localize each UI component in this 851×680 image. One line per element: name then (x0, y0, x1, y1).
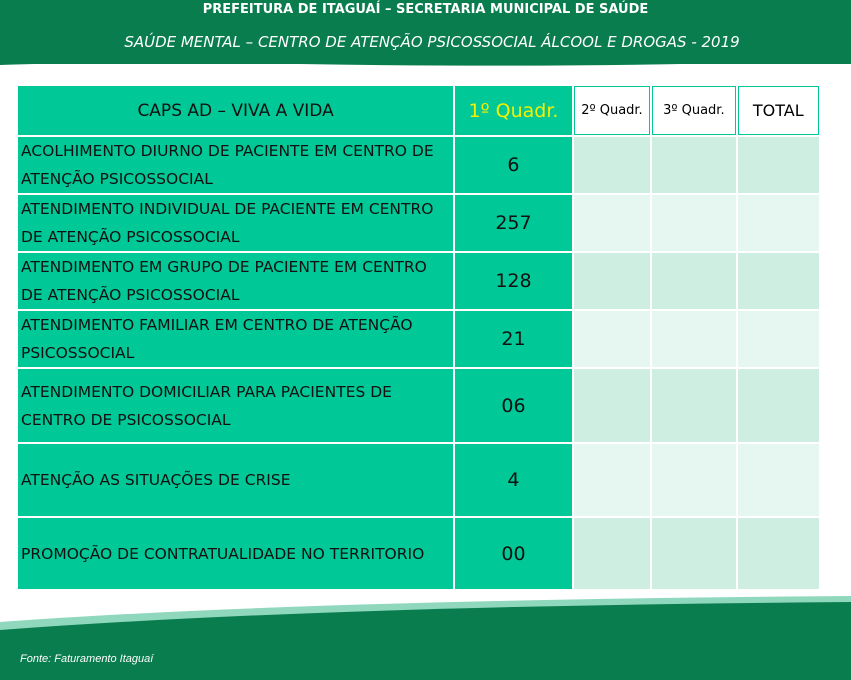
row-value-q1: 128 (455, 253, 572, 309)
table-row (18, 195, 819, 251)
row-value-total (738, 137, 819, 193)
row-value-total (738, 444, 819, 516)
row-value-q1: 6 (455, 137, 572, 193)
row-value-q2 (574, 195, 650, 251)
row-value-total (738, 195, 819, 251)
row-value-q1: 21 (455, 311, 572, 367)
row-value-q2 (574, 444, 650, 516)
page-title: PREFEITURA DE ITAGUAÍ – SECRETARIA MUNICIPAL DE SAÚDE (202, 2, 649, 17)
row-value-q1: 4 (455, 444, 572, 516)
column-header-total: TOTAL (738, 86, 819, 135)
row-value-q2 (574, 369, 650, 442)
row-label: ATENDIMENTO FAMILIAR EM CENTRO DE ATENÇÃO PSICOSSOCIAL (18, 311, 453, 367)
row-value-q3 (652, 253, 735, 309)
table-row (18, 253, 819, 309)
column-header-q1: 1º Quadr. (455, 86, 572, 135)
row-value-q3 (652, 444, 735, 516)
row-label: ACOLHIMENTO DIURNO DE PACIENTE EM CENTRO DE ATENÇÃO PSICOSSOCIAL (18, 137, 453, 193)
page-subtitle: SAÚDE MENTAL – CENTRO DE ATENÇÃO PSICOSSOCIAL ÁLCOOL E DROGAS - 2019 (124, 33, 740, 51)
row-value-q3 (652, 518, 735, 589)
row-label: ATENDIMENTO DOMICILIAR PARA PACIENTES DE CENTRO DE PSICOSSOCIAL (18, 369, 453, 442)
footer-wave (0, 592, 851, 680)
header-wave (0, 55, 851, 67)
row-value-q3 (652, 369, 735, 442)
row-value-total (738, 518, 819, 589)
row-value-q3 (652, 195, 735, 251)
row-label: ATENDIMENTO EM GRUPO DE PACIENTE EM CENTRO DE ATENÇÃO PSICOSSOCIAL (18, 253, 453, 309)
table-row (18, 137, 819, 193)
row-value-q2 (574, 518, 650, 589)
table-title: CAPS AD – VIVA A VIDA (18, 86, 453, 135)
row-value-total (738, 311, 819, 367)
table-row (18, 444, 819, 516)
row-label: ATENÇÃO AS SITUAÇÕES DE CRISE (18, 444, 453, 516)
row-value-q3 (652, 137, 735, 193)
row-value-q1: 00 (455, 518, 572, 589)
row-value-q1: 257 (455, 195, 572, 251)
row-label: ATENDIMENTO INDIVIDUAL DE PACIENTE EM CENTRO DE ATENÇÃO PSICOSSOCIAL (18, 195, 453, 251)
table-header-row (18, 86, 819, 135)
row-value-q1: 06 (455, 369, 572, 442)
row-value-q2 (574, 311, 650, 367)
table-row (18, 369, 819, 442)
row-value-total (738, 253, 819, 309)
row-value-q3 (652, 311, 735, 367)
row-value-q2 (574, 137, 650, 193)
row-value-q2 (574, 253, 650, 309)
column-header-q3: 3º Quadr. (652, 86, 735, 135)
table-row (18, 518, 819, 589)
row-value-total (738, 369, 819, 442)
footer-source: Fonte: Faturamento Itaguaí (20, 653, 154, 665)
row-label: PROMOÇÃO DE CONTRATUALIDADE NO TERRITORIO (18, 518, 453, 589)
table-row (18, 311, 819, 367)
column-header-q2: 2º Quadr. (574, 86, 650, 135)
data-table (16, 84, 821, 591)
